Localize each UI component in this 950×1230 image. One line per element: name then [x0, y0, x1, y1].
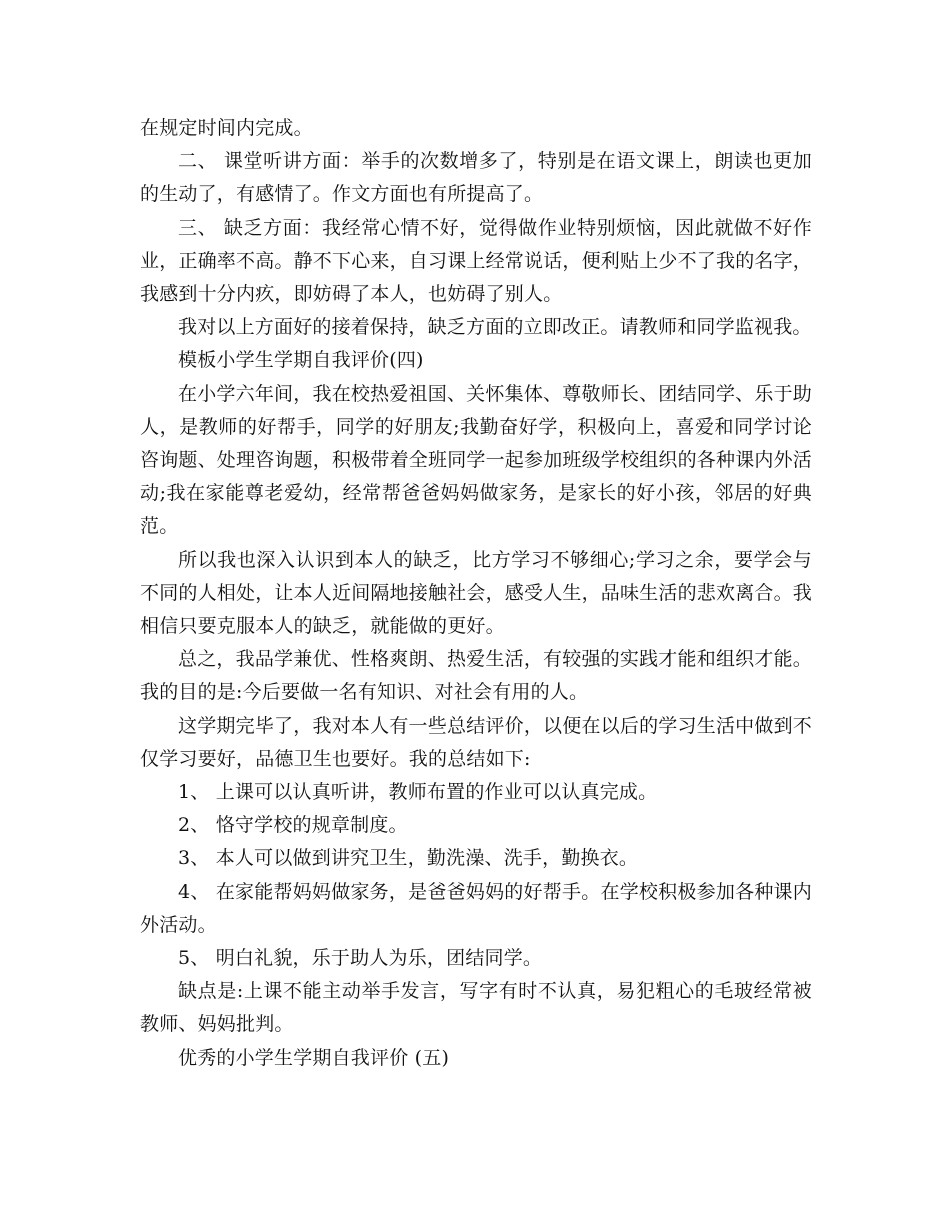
section-heading: 优秀的小学生学期自我评价 (五) [178, 1046, 450, 1069]
paragraph: 二、 课堂听讲方面：举手的次数增多了，特别是在语文课上，朗读也更加的生动了，有感情了。作文方面也有所提高了。 [140, 150, 812, 206]
paragraph: 在规定时间内完成。 [140, 117, 313, 139]
paragraph: 所以我也深入认识到本人的缺乏，比方学习不够细心;学习之余，要学会与不同的人相处，让本人近间隔地接触社会，感受人生，品味生活的悲欢离合。我相信只要克服本人的缺乏，就能做的更好。 [140, 548, 813, 638]
document-body [140, 112, 812, 1075]
paragraph: 总之，我品学兼优、性格爽朗、热爱生活，有较强的实践才能和组织才能。我的目的是:今后要做一名有知识、对社会有用的人。 [140, 648, 812, 704]
paragraph: 三、 缺乏方面：我经常心情不好，觉得做作业特别烦恼，因此就做不好作业，正确率不高。静不下心来，自习课上经常说话，便利贴上少不了我的名字，我感到十分内疚，即妨碍了本人，也妨碍了别人。 [140, 216, 813, 306]
list-item: 1、 上课可以认真听讲，教师布置的作业可以认真完成。 [178, 781, 658, 804]
list-item: 4、 在家能帮妈妈做家务，是爸爸妈妈的好帮手。在学校积极参加各种课内外活动。 [140, 880, 812, 936]
paragraph: 这学期完毕了，我对本人有一些总结评价，以便在以后的学习生活中做到不仅学习要好，品德卫生也要好。我的总结如下: [140, 714, 812, 770]
paragraph: 缺点是:上课不能主动举手发言，写字有时不认真，易犯粗心的毛玻经常被教师、妈妈批判。 [140, 980, 812, 1036]
paragraph: 在小学六年间，我在校热爱祖国、关怀集体、尊敬师长、团结同学、乐于助人，是教师的好帮手，同学的好朋友;我勤奋好学，积极向上，喜爱和同学讨论咨询题、处理咨询题，积极带着全班同学一起参加班级学校组织的各种课内外活动;我在家能尊老爱幼，经常帮爸爸妈妈做家务，是家长的好小孩，邻居的好典范。 [140, 382, 813, 538]
section-heading: 模板小学生学期自我评价(四) [178, 349, 424, 372]
list-item: 3、 本人可以做到讲究卫生，勤洗澡、洗手，勤换衣。 [178, 847, 639, 870]
paragraph: 我对以上方面好的接着保持，缺乏方面的立即改正。请教师和同学监视我。 [178, 316, 812, 339]
list-item: 2、 恪守学校的规章制度。 [178, 814, 408, 837]
list-item: 5、 明白礼貌，乐于助人为乐，团结同学。 [178, 947, 543, 970]
